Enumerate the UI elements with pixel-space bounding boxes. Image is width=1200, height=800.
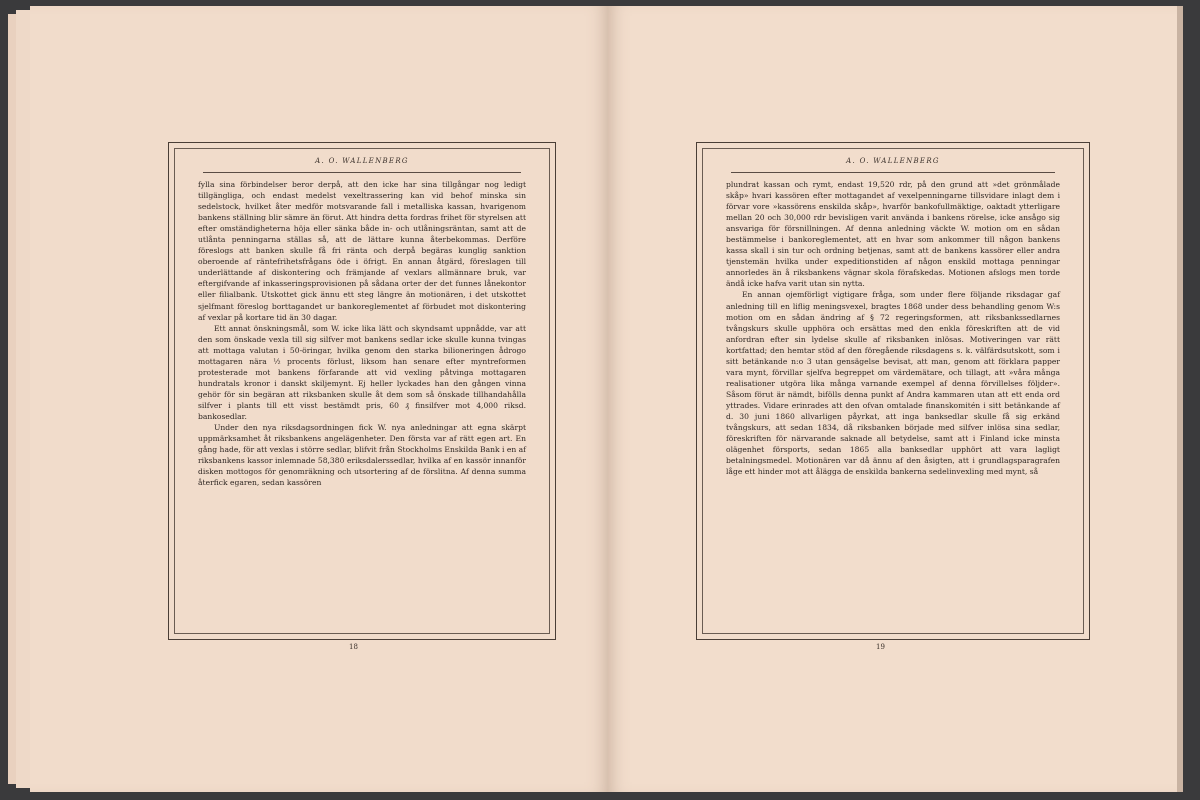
right-page <box>608 6 1183 792</box>
page-number: 18 <box>349 643 358 651</box>
page-rim <box>1177 6 1183 792</box>
body-text <box>726 179 1060 477</box>
header-rule <box>203 172 521 173</box>
paragraph: En annan ojemförligt vigtigare fråga, som under flere följande riksdagar gaf anledning till en liflig meningsvexel, bragtes 1868 under dess behandling genom W:s motion om en sådan ändring af § 72 regeringsformen, att riksbankssedlarnes tvångskurs skulle upphöra och ersättas med den enkla föreskriften att de vid anfordran efter sin lydelse skulle af riksbanken inlösas. Motiveringen var rätt kortfattad; den hemtar stöd af den föregående riksdagens s. k. välfärdsutskott, som i sitt betänkande n:o 3 utan gensägelse bevisat, att man, genom att förklara papper vara mynt, förvillar sjelfva begreppet om värdemätare, och tillagt, att »våra många realisationer utgöra lika många varnande exempel af denna förvillelses följder». Såsom förut är nämdt, bifölls denna punkt af Andra kammaren utan att ett enda ord yttrades. Vidare erinrades att den ofvan omtalade finanskomitén i sitt betänkande af d. 30 juni 1860 allvarligen påyrkat, att inga banksedlar skulle få sig erkänd tvångskurs, att sedan 1834, då riksbanken började med silfver inlösa sina sedlar, föreskriften för närvarande saknade all betydelse, samt att i Finland icke minsta olägenhet försports, sedan 1865 alla banksedlar upphört att vara lagligt betalningsmedel. Motionären var då ännu af den åsigten, att i grundlagsparagrafen låge ett hinder mot att ålägga de enskilda bankerna sedelinvexling med mynt, så <box>726 290 1060 477</box>
running-header: A. O. WALLENBERG <box>315 157 409 165</box>
running-header: A. O. WALLENBERG <box>846 157 940 165</box>
header-rule <box>731 172 1055 173</box>
page-number: 19 <box>876 643 885 651</box>
text-frame <box>696 142 1090 640</box>
book-spread <box>8 6 1186 796</box>
paragraph: plundrat kassan och rymt, endast 19,520 rdr, på den grund att »det grönmålade skåp» hvari kassören efter mottagandet af vexelpenningarne tillsvidare inlagt dem i förvar vore »kassörens enskilda skåp», hvarför bankofullmäktige, oaktadt ytterligare mellan 20 och 30,000 rdr bevisligen varit använda i bankens rörelse, icke ansågo sig ansvariga för försnillningen. Af denna anledning väckte W. motion om en sådan bestämmelse i bankoreglementet, att en hvar som ankommer till någon bankens kassa skall i sin tur och ordning betjenas, samt att de bankens kassörer eller andra tjenstemän hvilka under expeditionstiden af någon enskild mottaga penningar annorledes än å riksbankens vägnar skola förafskedas. Motionen afslogs men torde ändå icke hafva varit utan sin nytta. <box>726 180 1060 289</box>
paragraph: Under den nya riksdagsordningen fick W. nya anledningar att egna skärpt uppmärksamhet åt riksbankens angelägenheter. Den första var af rätt egen art. En gång hade, för att vexlas i större sedlar, blifvit från Stockholms Enskilda Bank i en af riksbankens kassor inlemnade 58,380 eriksdalerssedlar, hvilka af en kassör innanför disken mottogos för genomräkning och utsortering af de förslitna. Af denna summa återfick egaren, sedan kassören <box>198 423 526 488</box>
body-text <box>198 179 526 488</box>
text-frame <box>168 142 556 640</box>
paragraph: Ett annat önskningsmål, som W. icke lika lätt och skyndsamt uppnådde, var att den som önskade vexla till sig silfver mot bankens sedlar icke skulle kunna tvingas att mottaga valutan i 50-öringar, hvilka genom den starka bilioneringen ådrogo mottagaren nära ½ procents förlust, liksom han senare efter myntreformen protesterade mot bankens förfarande att vid vexling påtvinga mottagaren hundratals kronor i danskt skiljemynt. Ej heller lyckades han den gången vinna gehör för sin begäran att riksbanken skulle åt dem som så önskade tillhandahålla silfver i plants till ett visst bestämdt pris, 60 ₰ finsilfver mot 4,000 riksd. bankosedlar. <box>198 323 526 421</box>
paragraph: fylla sina förbindelser beror derpå, att den icke har sina tillgångar nog ledigt tillgängliga, och endast medelst vexeltrassering kan vid behof minska sin sedelstock, hvilket åter medför motsvarande fall i metalliska kassan, hvarigenom bankens ställning blir sämre än förut. Att hindra detta fordras frihet för styrelsen att efter omständigheterna höja eller sänka både in- och utlåningsräntan, samt att de utlånta penningarna ställas så, att de lättare kunna återbekommas. Derföre föreslogs att banken skulle få fri ränta och derpå begäras kunglig sanktion oberoende af räntefrihetsfrågans öde i öfrigt. En annan åtgärd, föreslagen till underlättande af diskontering och främjande af vexlars allmännare bruk, var eftergifvande af inkasseringsprovisionen på sådana orter der det funnes lånekontor eller filialbank. Utskottet gick ännu ett steg längre än motionären, i det utskottet sjelfmant föreslog borttagandet ur bankoreglementet af förbudet mot diskontering af vexlar på kortare tid än 30 dagar. <box>198 180 526 322</box>
left-page <box>30 6 608 792</box>
